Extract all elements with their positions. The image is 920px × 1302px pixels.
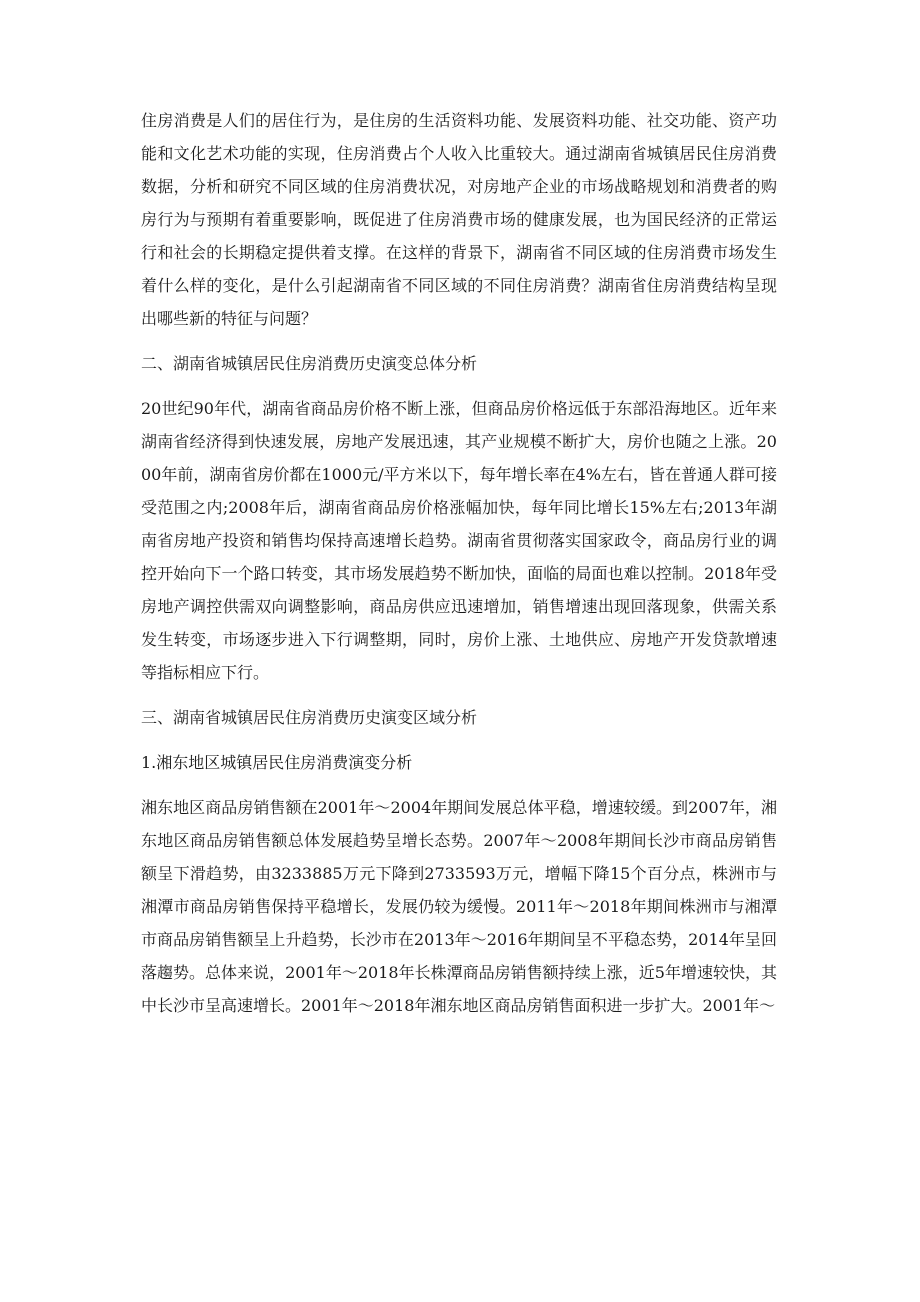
subsection-1-paragraph: 湘东地区商品房销售额在2001年～2004年期间发展总体平稳，增速较缓。到2007年，湘东地区商品房销售额总体发展趋势呈增长态势。2007年～2008年期间长沙市商品房销售额呈下滑趋势，由3233885万元下降到2733593万元，增幅下降15个百分点，株洲市与湘潭市商品房销售保持平稳增长，发展仍较为缓慢。2011年～2018年期间株洲市与湘潭市商品房销售额呈上升趋势，长沙市在2013年～2016年期间呈不平稳态势，2014年呈回落趨势。总体来说，2001年～2018年长株潭商品房销售额持续上涨，近5年增速较快，其中长沙市呈高速增长。2001年～2018年湘东地区商品房销售面积进一步扩大。2001年～ bbox=[141, 798, 777, 1015]
section-heading-2: 二、湖南省城镇居民住房消费历史演变总体分析 bbox=[141, 354, 478, 373]
document-page bbox=[141, 104, 777, 1022]
section-heading-3: 三、湖南省城镇居民住房消费历史演变区域分析 bbox=[141, 708, 478, 727]
section-2-paragraph: 20世纪90年代，湖南省商品房价格不断上涨，但商品房价格远低于东部沿海地区。近年来湖南省经济得到快速发展，房地产发展迅速，其产业规模不断扩大，房价也随之上涨。2000年前，湖南省房价都在1000元/平方米以下，每年增长率在4%左右，皆在普通人群可接受范围之内;2008年后，湖南省商品房价格涨幅加快，每年同比增长15%左右;2013年湖南省房地产投资和销售均保持高速增长趋势。湖南省贯彻落实国家政令，商品房行业的调控开始向下一个路口转变，其市场发展趋势不断加快，面临的局面也难以控制。2018年受房地产调控供需双向调整影响，商品房供应迅速增加，销售增速出现回落现象，供需关系发生转变，市场逐步进入下行调整期，同时，房价上涨、土地供应、房地产开发贷款增速等指标相应下行。 bbox=[141, 399, 777, 682]
subsection-heading-1: 1.湘东地区城镇居民住房消费演变分析 bbox=[141, 753, 413, 772]
intro-paragraph: 住房消费是人们的居住行为，是住房的生活资料功能、发展资料功能、社交功能、资产功能和文化艺术功能的实现，住房消费占个人收入比重较大。通过湖南省城镇居民住房消费数据，分析和研究不同区域的住房消费状况，对房地产企业的市场战略规划和消费者的购房行为与预期有着重要影响，既促进了住房消费市场的健康发展，也为国民经济的正常运行和社会的长期稳定提供着支撑。在这样的背景下，湖南省不同区域的住房消费市场发生着什么样的变化，是什么引起湖南省不同区域的不同住房消费？湖南省住房消费结构呈现出哪些新的特征与问题？ bbox=[141, 111, 777, 328]
